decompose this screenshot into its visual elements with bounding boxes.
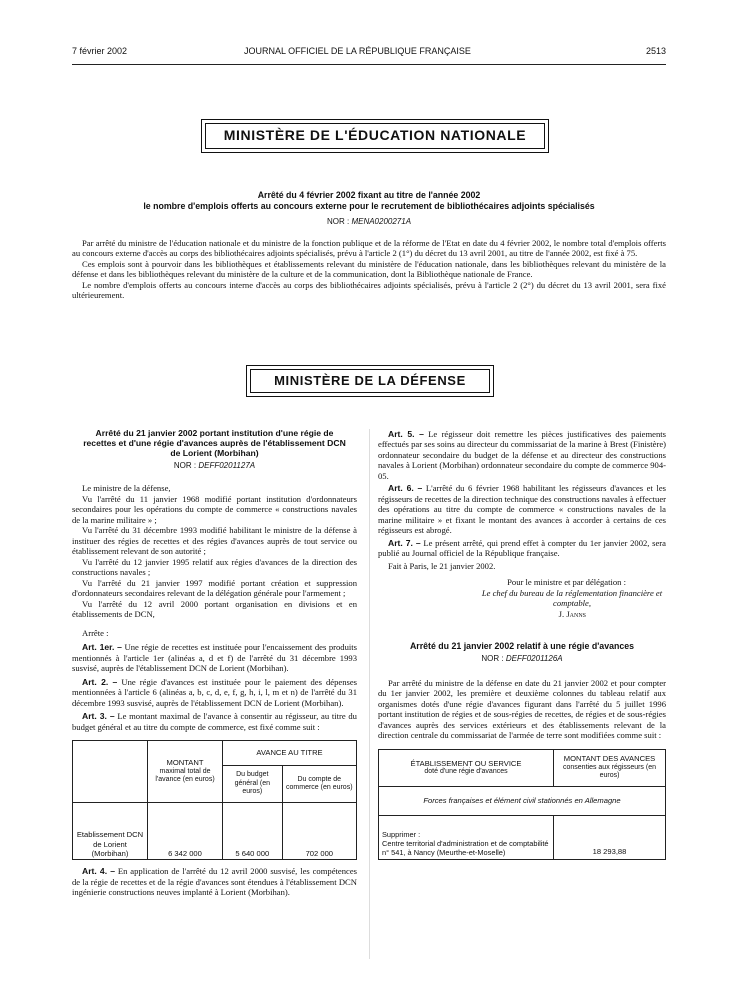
article-text: Le montant maximal de l'avance à consentir au régisseur, au titre du budget général et au titre du compte de commerce, est fixé comme suit : — [72, 711, 357, 732]
decree1-visa: Vu l'arrêté du 21 janvier 1997 modifié portant création et suppression d'ordonnateurs secondaires relevant de la délégation générale pour l'armement ; — [72, 577, 357, 599]
education-body — [72, 238, 666, 301]
decree1-signature-name: J. Janns — [558, 608, 586, 619]
regie-row-text: Centre territorial d'administration et de comptabilité n° 541, à Nancy (Meurthe-et-Moselle) — [382, 838, 549, 857]
ministry-education-box — [205, 123, 545, 149]
header-text: MONTANT — [166, 758, 204, 768]
table-cell-compte: 702 000 — [282, 803, 356, 860]
nor-label: NOR : — [173, 460, 197, 470]
page-header — [72, 46, 666, 60]
article-text: Le présent arrêté, qui prend effet à compter du 1er janvier 2002, sera publié au Journal officiel de la République française. — [378, 537, 666, 559]
article-label: Art. 7. – — [388, 537, 421, 548]
ministry-defense-box — [250, 369, 490, 393]
table-header-budget: Du budget général (en euros) — [223, 766, 283, 803]
decree1-visa: Vu l'arrêté du 11 janvier 1968 modifié portant institution d'ordonnateurs secondaires pour les opérations du compte de commerce « constructions navales de la marine militaire » ; — [72, 493, 357, 525]
header-journal-title: JOURNAL OFFICIEL DE LA RÉPUBLIQUE FRANÇAISE — [244, 46, 471, 56]
article-label: Art. 3. – — [82, 711, 115, 722]
table-cell-montant: 6 342 000 — [148, 803, 223, 860]
header-subtext: maximal total de l'avance (en euros) — [155, 767, 215, 784]
column-divider — [369, 429, 370, 959]
regie-header-establishment — [379, 749, 554, 786]
article-3 — [72, 711, 357, 732]
article-text: Le régisseur doit remettre les pièces justificatives des paiements effectués par ses soins au directeur du commissariat de la marine à Brest (Finistère) ordonnateur secondaire du budget de la défense et au directeur des constructions navales à Lorient (Morbihan) ordonnateur secondaire du compte de commerce 904-05. — [378, 429, 667, 481]
table-header-compte: Du compte de commerce (en euros) — [282, 766, 356, 803]
regie-row-head: Supprimer : — [382, 829, 421, 839]
header-date: 7 février 2002 — [72, 46, 128, 56]
article-label: Art. 5. – — [388, 429, 424, 439]
nor-label: NOR : — [326, 217, 350, 226]
decree1-visa: Vu l'arrêté du 12 avril 2000 portant organisation en divisions et en établissements de DCN, — [72, 598, 357, 620]
regie-header-amount — [554, 749, 666, 786]
decree1-title: Arrêté du 21 janvier 2002 portant institution d'une régie de recettes et d'une régie d'avances auprès de l'établissement DCN de Lorient (Morbihan) — [83, 428, 346, 458]
article-text: Une régie de recettes est instituée pour l'encaissement des produits mentionnés à l'article 1er (alinéas a, d et f) de l'arrêté du 31 décembre 1993 susvisé, auprès de l'établissement DCN de Lorient (Morbihan). — [72, 642, 358, 674]
article-label: Art. 2. – — [82, 676, 118, 687]
education-nor — [72, 217, 666, 227]
education-decree-title-line1: Arrêté du 4 février 2002 fixant au titre de l'année 2002 — [257, 190, 481, 200]
ministry-education-title: MINISTÈRE DE L'ÉDUCATION NATIONALE — [223, 127, 527, 143]
decree2-text: Par arrêté du ministre de la défense en date du 21 janvier 2002 et pour compter du 1er janvier 2002, les première et deuxième colonnes du tableau relatif aux organismes dotés d'une régie d'avances figurant dans l'arrêté du 5 juillet 1996 portant institution de régies et de sous-régies de recettes, de régies et de sous-régies d'avances auprès des services extérieurs et des établissements relevant de la direction centrale du commissariat de l'armée de terre sont modifiées comme suit : — [378, 677, 666, 741]
article-label: Art. 1er. – — [82, 642, 122, 653]
regie-section-row: Forces françaises et élément civil stationnés en Allemagne — [379, 786, 666, 815]
education-paragraph: Le nombre d'emplois offerts au concours interne d'accès au corps des bibliothécaires adjoints spécialisés, prévu à l'article 2 (2°) du décret du 13 avril 2001, sera fixé ultérieurement. — [72, 279, 666, 301]
ministry-defense-title: MINISTÈRE DE LA DÉFENSE — [274, 373, 466, 388]
regie-row-value: 18 293,88 — [554, 815, 666, 859]
decree1-signature-line1: Pour le ministre et par délégation : — [507, 577, 626, 588]
article-label: Art. 6. – — [388, 483, 423, 494]
education-decree-title — [72, 190, 666, 212]
table-corner-cell — [73, 741, 148, 803]
nor-code: DEFF0201126A — [505, 653, 563, 663]
article-2 — [72, 677, 357, 708]
left-column — [72, 429, 357, 897]
article-text: L'arrêté du 6 février 1968 habilitant les régisseurs d'avances et les régisseurs de recettes de la direction technique des constructions navales à effectuer des opérations au titre du compte de commerce « constructions navales de la marine militaire » et fixant le montant des avances à accorder à certains de ces régisseurs est abrogé. — [378, 483, 666, 536]
header-subtext: consenties aux régisseurs (en euros) — [563, 763, 656, 780]
nor-label: NOR : — [481, 653, 504, 663]
advance-amount-table — [72, 740, 357, 860]
header-subtext: doté d'une régie d'avances — [424, 767, 508, 775]
nor-code: MENA0200271A — [351, 217, 412, 226]
education-decree-title-line2: le nombre d'emplois offerts au concours externe pour le recrutement de bibliothécaires adjoints spécialisés — [143, 200, 595, 211]
right-column — [378, 429, 666, 860]
decree1-arrete: Arrête : — [82, 627, 109, 638]
table-header-avance: AVANCE AU TITRE — [223, 741, 357, 766]
regie-row-label — [379, 815, 554, 859]
article-7 — [378, 538, 666, 559]
article-label: Art. 4. – — [82, 866, 115, 877]
education-paragraph: Ces emplois sont à pourvoir dans les bibliothèques et établissements relevant du ministère de l'éducation nationale, dans les bibliothèques relevant du ministère de la défense et dans les bibliothèques relevant du ministère de la culture et de la communication, dont la Bibliothèque nationale de France. — [72, 258, 666, 280]
decree1-intro: Le ministre de la défense, — [82, 483, 171, 494]
decree1-done: Fait à Paris, le 21 janvier 2002. — [388, 560, 496, 571]
table-cell-budget: 5 640 000 — [223, 803, 283, 860]
decree1-visa: Vu l'arrêté du 12 janvier 1995 relatif aux régies d'avances de la direction des constructions navales ; — [72, 556, 357, 578]
article-6 — [378, 483, 666, 535]
regie-table — [378, 749, 666, 860]
decree1-nor — [72, 461, 357, 471]
table-header-montant — [148, 741, 223, 803]
article-4 — [72, 866, 357, 897]
header-page-number: 2513 — [645, 46, 666, 56]
article-text: Une régie d'avances est instituée pour le paiement des dépenses mentionnées à l'article 6 (alinéas a, b, c, d, e, f, g, h, i, l, m et n) de l'arrêté du 31 décembre 1993 susvisé, auprès de l'établissement DCN de Lorient (Morbihan). — [72, 676, 357, 708]
header-text: MONTANT DES AVANCES — [563, 754, 656, 764]
article-1 — [72, 642, 357, 673]
decree2-nor — [378, 654, 666, 664]
header-text: ÉTABLISSEMENT OU SERVICE — [410, 758, 522, 768]
nor-code: DEFF0201127A — [198, 460, 256, 470]
decree2-title: Arrêté du 21 janvier 2002 relatif à une régie d'avances — [409, 641, 635, 652]
education-paragraph: Par arrêté du ministre de l'éducation nationale et du ministre de la fonction publique et de la réforme de l'Etat en date du 4 février 2002, le nombre total d'emplois offerts au concours externe d'accès au corps des bibliothécaires adjoints spécialisés, prévu à l'article 2 (1°) du décret du 13 avril 2001, au titre de l'année 2002, est fixé à 75. — [72, 238, 666, 259]
decree1-visa: Vu l'arrêté du 31 décembre 1993 modifié habilitant le ministre de la défense à instituer des régies de recettes et des régies d'avances auprès de tout service ou établissement relevant de son autorité ; — [72, 525, 357, 557]
article-5 — [378, 429, 666, 481]
table-row-label: Etablissement DCN de Lorient (Morbihan) — [73, 803, 148, 860]
decree1-signature-role: Le chef du bureau de la réglementation financière et comptable, — [481, 587, 663, 609]
article-text: En application de l'arrêté du 12 avril 2000 susvisé, les compétences de la régie de recettes et de la régie d'avances sont étendues à l'établissement DCN ingénierie constructions neuves implanté à Lorient (Morbihan). — [72, 866, 357, 897]
header-rule — [72, 64, 666, 65]
